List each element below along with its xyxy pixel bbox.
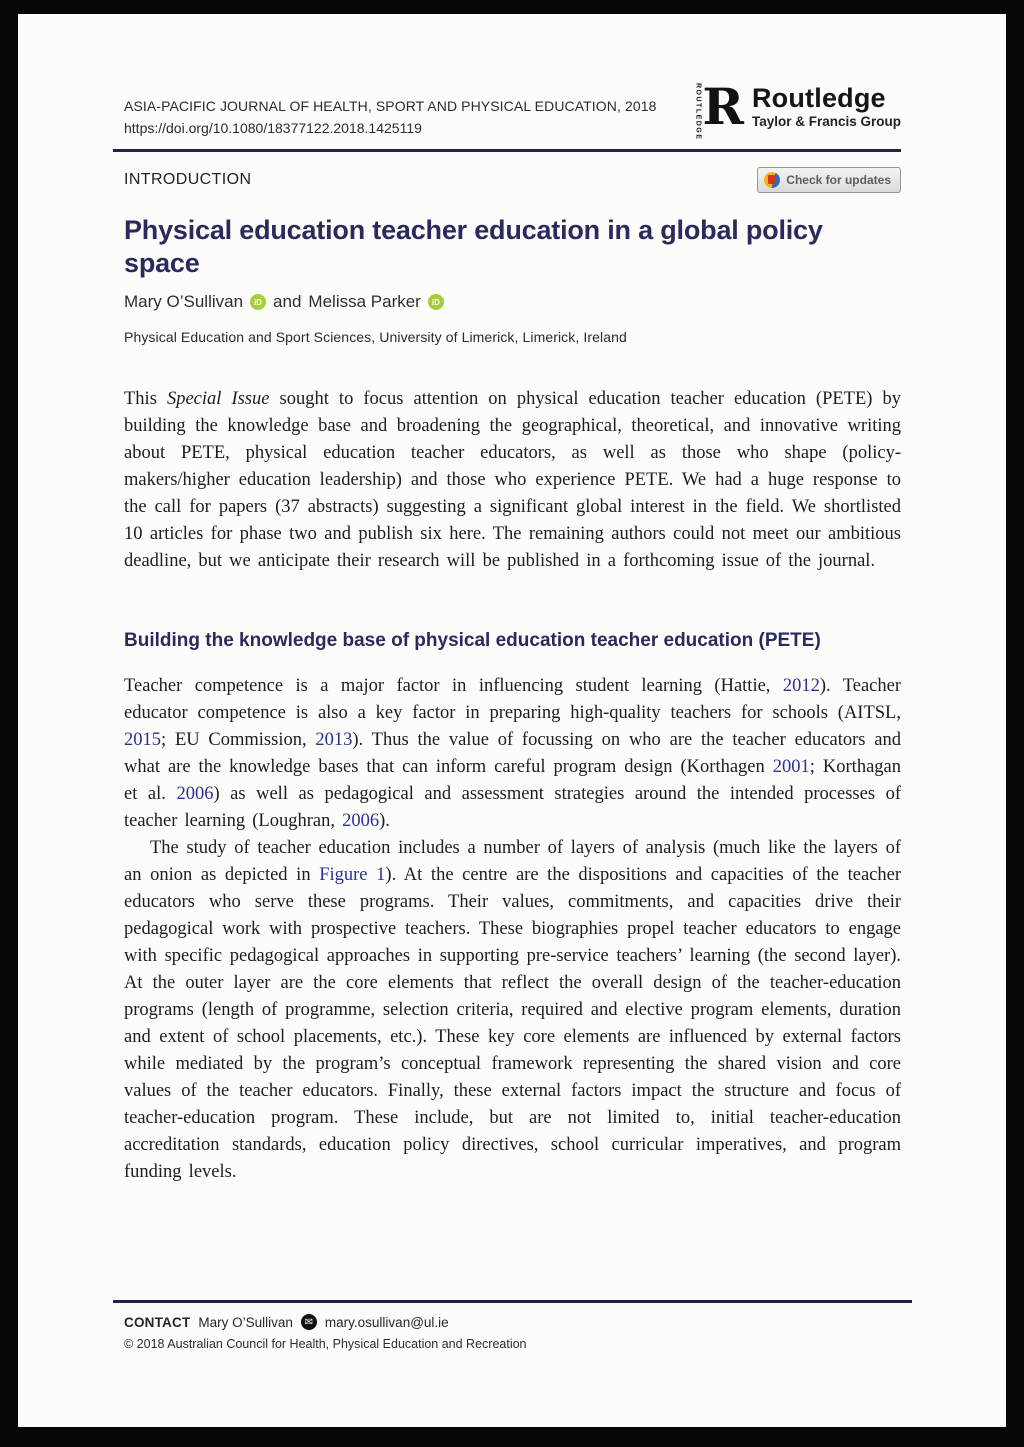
citation-link[interactable]: Figure 1 bbox=[319, 865, 386, 886]
publisher-name: Routledge bbox=[751, 83, 886, 113]
footer-divider bbox=[113, 1300, 912, 1303]
text-segment: ) as well as pedagogical and assessment strategies around the intended processes of teacher learning (Loughran, bbox=[124, 784, 901, 832]
body-paragraph-2 bbox=[124, 835, 901, 1186]
doi-link[interactable]: https://doi.org/10.1080/18377122.2018.1425119 bbox=[124, 120, 422, 136]
author-name-2: Melissa Parker bbox=[308, 292, 421, 312]
citation-link[interactable]: 2001 bbox=[772, 757, 810, 778]
section-heading: Building the knowledge base of physical education teacher education (PETE) bbox=[124, 630, 821, 652]
author-separator: and bbox=[273, 292, 302, 312]
author-affiliation: Physical Education and Sport Sciences, University of Limerick, Limerick, Ireland bbox=[124, 329, 627, 346]
orcid-icon[interactable]: iD bbox=[428, 294, 444, 310]
copyright-notice: © 2018 Australian Council for Health, Physical Education and Recreation bbox=[124, 1337, 527, 1351]
header-divider bbox=[113, 149, 901, 152]
text-segment: Special Issue bbox=[166, 389, 270, 410]
routledge-logo-mark bbox=[693, 77, 742, 141]
text-segment: Teacher competence is a major factor in influencing student learning (Hattie, bbox=[124, 676, 783, 697]
text-segment: ; EU Commission, bbox=[161, 730, 316, 751]
article-type-label: INTRODUCTION bbox=[124, 171, 252, 189]
check-for-updates-label: Check for updates bbox=[786, 173, 891, 188]
check-for-updates-button[interactable] bbox=[757, 167, 901, 193]
routledge-r-glyph: R bbox=[702, 77, 742, 136]
journal-name: ASIA-PACIFIC JOURNAL OF HEALTH, SPORT AND PHYSICAL EDUCATION, 2018 bbox=[124, 98, 657, 114]
citation-link[interactable]: 2006 bbox=[342, 811, 380, 832]
text-segment: This bbox=[124, 389, 167, 410]
publisher-wordmark bbox=[752, 81, 901, 129]
text-segment: ). At the centre are the dispositions and capacities of the teacher educators who serve these programs. Their values, commitments, and capacities drive their pedagogical work with prospective teachers. These biographies propel teacher educators to engage with specific pedagogical approaches in supporting pre-service teachers’ learning (the second layer). At the outer layer are the core elements that reflect the overall design of the teacher-education programs (length of programme, selection criteria, required and elective program elements, duration and extent of school placements, etc.). These key core elements are influenced by external factors while mediated by the program’s conceptual framework representing the shared vision and core values of the teacher educators. Finally, these external factors impact the structure and focus of teacher-education program. These include, but are not limited to, initial teacher-education accreditation standards, education policy directives, school curricular imperatives, and program funding levels. bbox=[124, 865, 901, 1183]
text-segment: ). Thus the value of focussing on who are the teacher educators and what are the knowledge bases that can inform careful program design (Korthagen bbox=[124, 730, 901, 778]
text-segment: ). Teacher educator competence is also a key factor in preparing high-quality teachers for schools (AITSL, bbox=[124, 676, 902, 724]
routledge-vertical-text: ROUTLEDGE bbox=[694, 83, 702, 141]
abstract-paragraph bbox=[124, 386, 901, 575]
article-page bbox=[18, 14, 1006, 1427]
text-segment: ). bbox=[379, 811, 390, 832]
contact-label: CONTACT bbox=[124, 1314, 191, 1330]
envelope-icon[interactable]: ✉ bbox=[301, 1314, 317, 1330]
routledge-logo bbox=[693, 77, 901, 141]
author-name-1: Mary O’Sullivan bbox=[124, 292, 244, 312]
author-line bbox=[124, 292, 901, 312]
page-header bbox=[124, 77, 901, 141]
page-footer bbox=[113, 1300, 912, 1351]
crossmark-icon bbox=[764, 172, 780, 188]
publisher-tagline: Taylor & Francis Group bbox=[751, 114, 901, 129]
body-paragraph-1 bbox=[124, 673, 901, 835]
contact-line bbox=[124, 1314, 912, 1330]
contact-name: Mary O’Sullivan bbox=[198, 1314, 293, 1330]
orcid-icon[interactable]: iD bbox=[250, 294, 266, 310]
citation-link[interactable]: 2015 bbox=[124, 730, 161, 751]
text-segment: The study of teacher education includes a number of layers of analysis (much like the layers of an onion as depicted in bbox=[124, 838, 901, 886]
text-segment: ; Korthagan et al. bbox=[124, 757, 901, 805]
text-segment: sought to focus attention on physical education teacher education (PETE) by building the knowledge base and broadening the geographical, theoretical, and innovative writing about PETE, physical education teacher educators, as well as those who shape (policy-makers/higher education leadership) and those who experience PETE. We had a huge response to the call for papers (37 abstracts) suggesting a significant global interest in the field. We shortlisted 10 articles for phase two and publish six here. The remaining authors could not meet our ambitious deadline, but we anticipate their research will be published in a forthcoming issue of the journal. bbox=[124, 389, 901, 572]
citation-link[interactable]: 2006 bbox=[176, 784, 214, 805]
citation-link[interactable]: 2013 bbox=[315, 730, 353, 751]
citation-link[interactable]: 2012 bbox=[782, 676, 820, 697]
page-title: Physical education teacher education in a global policy space bbox=[124, 215, 823, 279]
journal-meta bbox=[124, 95, 657, 139]
contact-email-link[interactable]: mary.osullivan@ul.ie bbox=[324, 1314, 449, 1330]
